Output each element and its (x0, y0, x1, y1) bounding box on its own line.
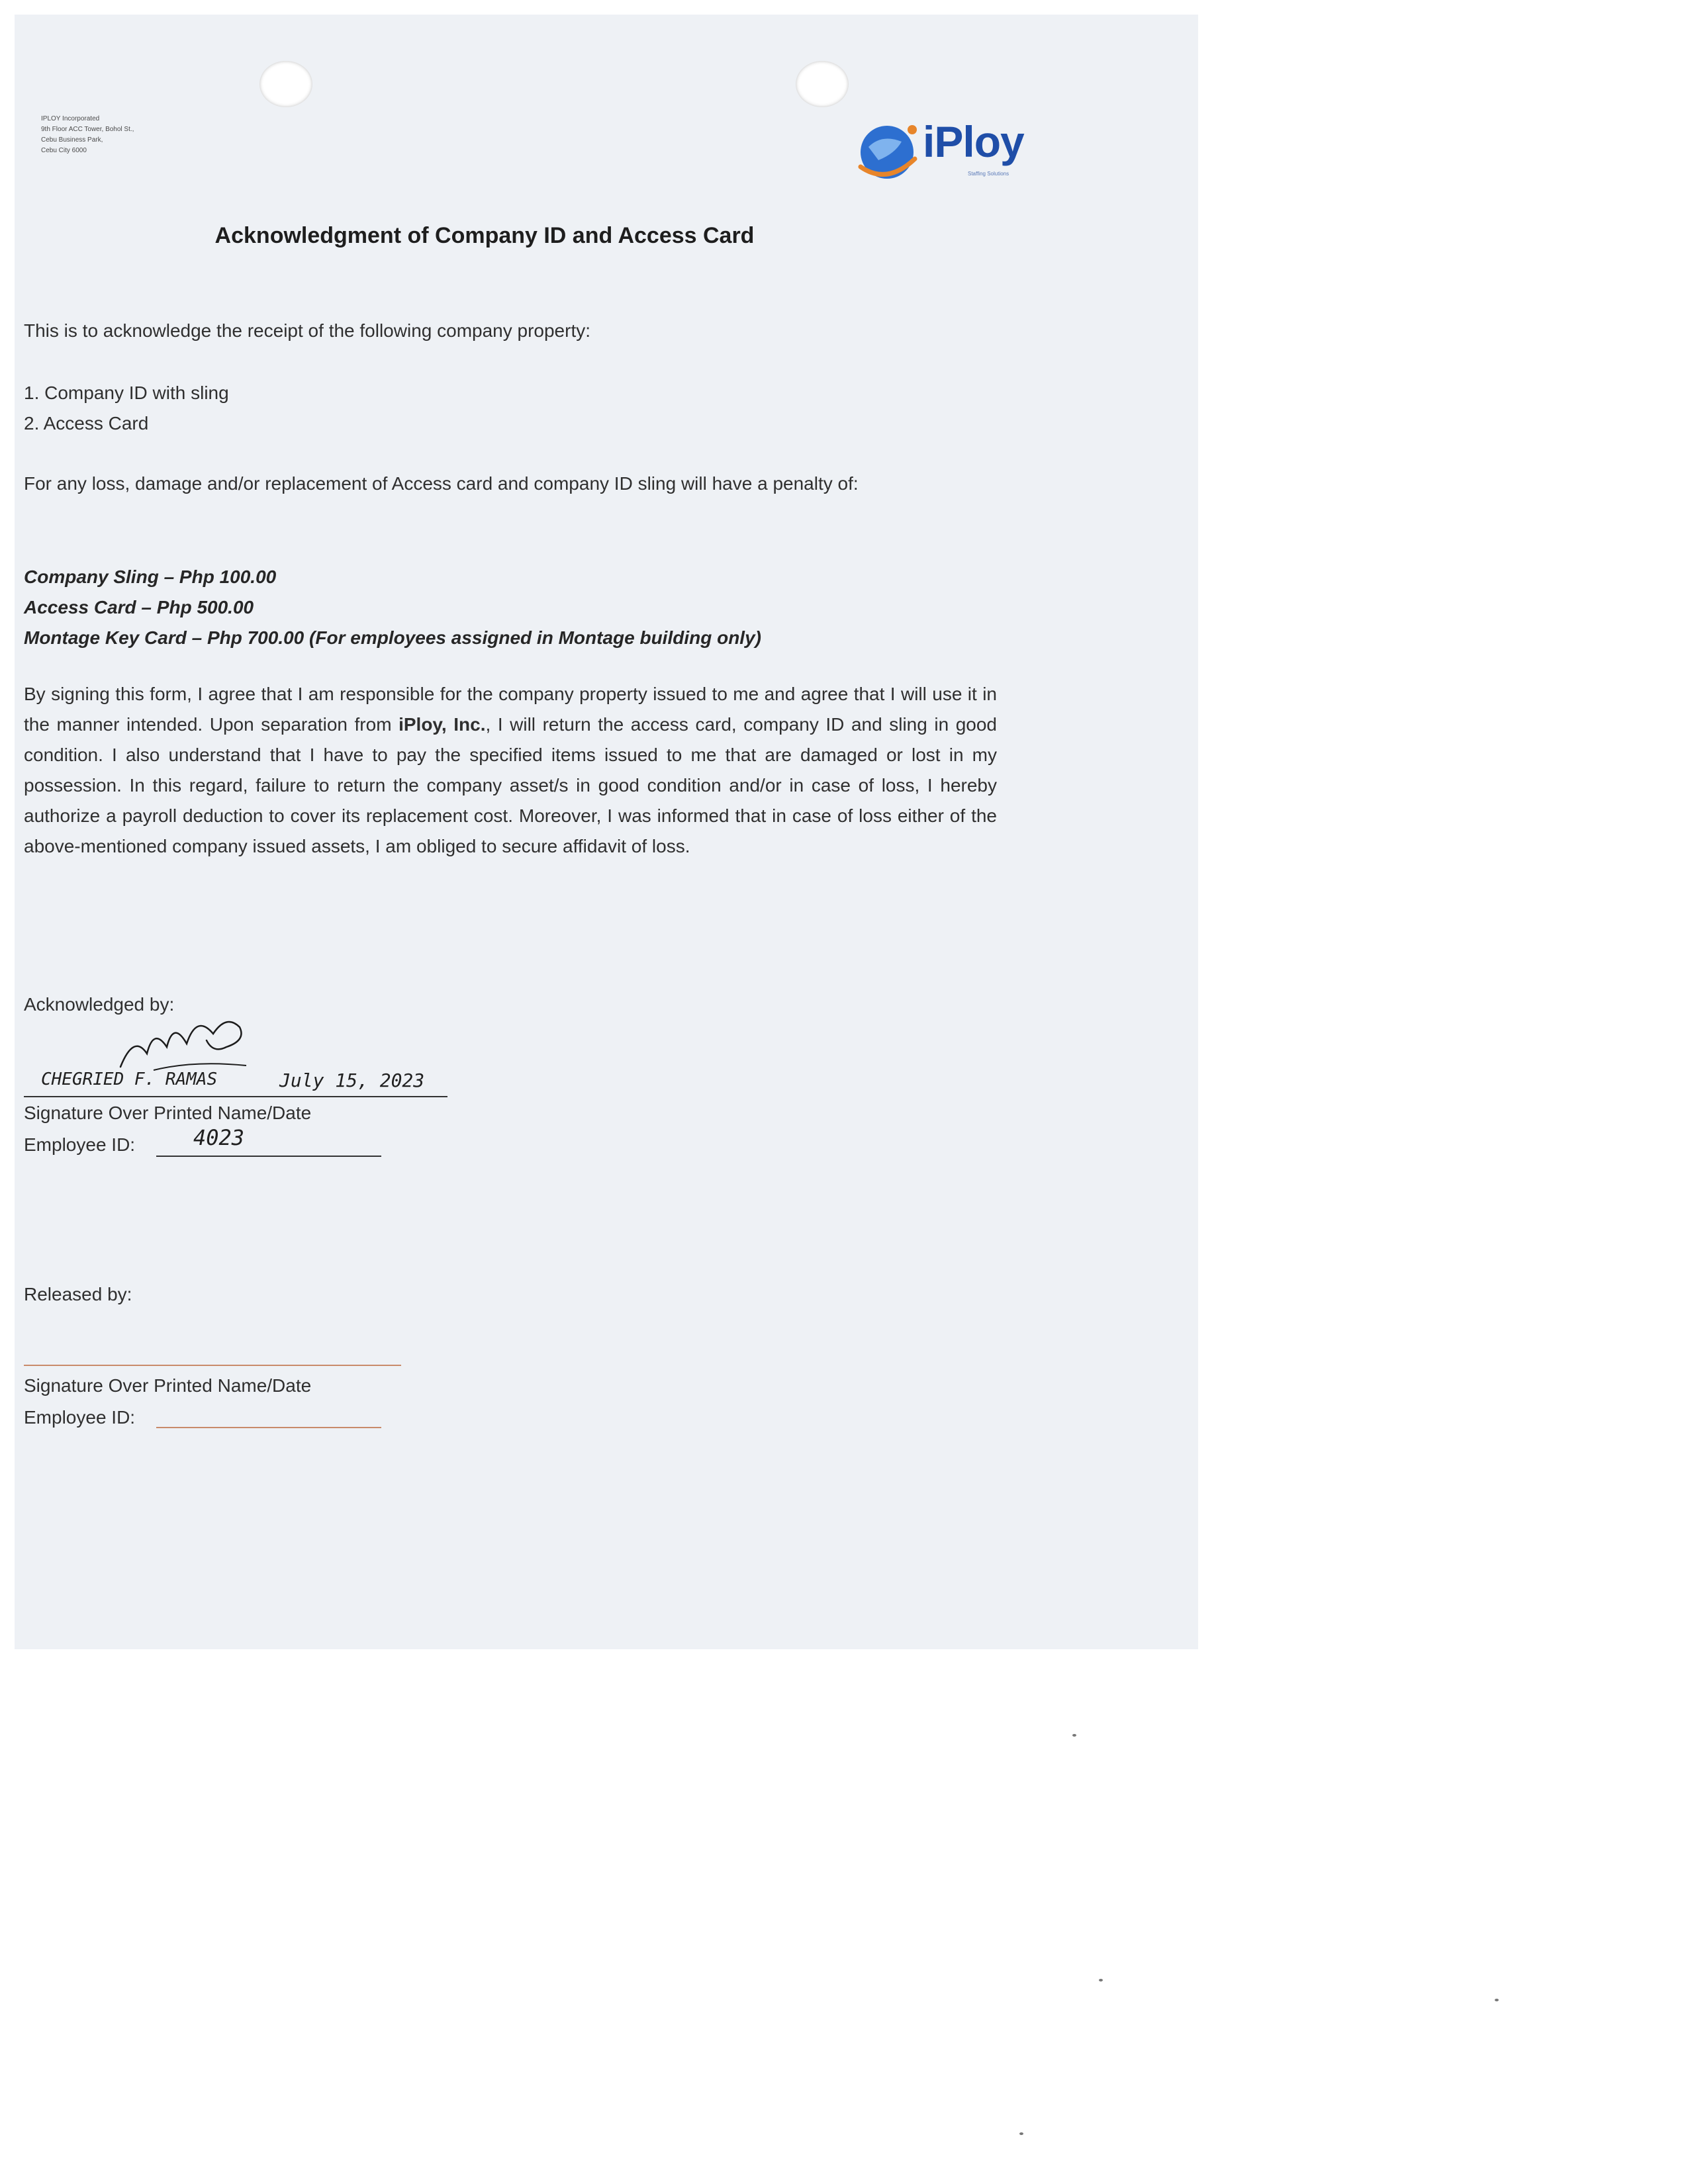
company-address (41, 114, 213, 156)
signature-caption: Signature Over Printed Name/Date (24, 1103, 312, 1123)
company-logo (849, 107, 1074, 193)
penalty-intro: For any loss, damage and/or replacement of Access card and company ID sling will have a penalty of: (24, 473, 859, 494)
signature-line (24, 1096, 447, 1097)
employee-id-line (156, 1427, 381, 1428)
employee-id-line (156, 1156, 381, 1157)
logo-tagline: Staffing Solutions (968, 171, 1009, 177)
penalty-item: Access Card – Php 500.00 (24, 597, 254, 617)
agreement-text: By signing this form, I agree that I am responsible for the company property issued to me and agree that I will use it in the manner intended. Upon separation from (24, 684, 997, 735)
address-line: 9th Floor ACC Tower, Bohol St., (41, 126, 134, 133)
list-item: 2. Access Card (24, 413, 149, 433)
punch-hole-right (796, 61, 849, 107)
scanned-page (15, 15, 1198, 1649)
employee-id-label: Employee ID: (24, 1407, 136, 1428)
scan-speck (1099, 1979, 1103, 1981)
address-line: Cebu Business Park, (41, 136, 103, 144)
list-item: 1. Company ID with sling (24, 383, 229, 403)
address-line: IPLOY Incorporated (41, 115, 100, 122)
scan-speck (1019, 2132, 1023, 2135)
agreement-text: , I will return the access card, company ID and sling in good condition. I also understand that I have to pay the specified items issued to me that are damaged or lost in my possession. In this regard, failure to return the company asset/s in good condition and/or in case of loss, I hereby authorize a payroll deduction to cover its replacement cost. Moreover, I was informed that in case of loss either of the above-mentioned company issued assets, I am obliged to secure affidavit of loss. (24, 714, 997, 856)
logo-wordmark: iPloy (923, 117, 1024, 166)
intro-text: This is to acknowledge the receipt of the following company property: (24, 320, 591, 341)
handwritten-employee-id: 4023 (193, 1125, 245, 1150)
page-title: Acknowledgment of Company ID and Access Card (214, 223, 755, 248)
scan-speck (1495, 1999, 1499, 2001)
punch-hole-left (259, 61, 312, 107)
penalty-item: Montage Key Card – Php 700.00 (For employees assigned in Montage building only) (24, 627, 761, 648)
company-name: iPloy, Inc. (399, 714, 486, 735)
penalty-item: Company Sling – Php 100.00 (24, 567, 277, 587)
agreement-paragraph (24, 679, 997, 862)
handwritten-date: July 15, 2023 (279, 1069, 425, 1091)
employee-id-label: Employee ID: (24, 1134, 136, 1155)
released-label: Released by: (24, 1284, 132, 1304)
globe-icon (849, 114, 928, 193)
acknowledged-label: Acknowledged by: (24, 994, 175, 1015)
address-line: Cebu City 6000 (41, 147, 87, 154)
handwritten-name: CHEGRIED F. RAMAS (41, 1069, 218, 1089)
scan-speck (1072, 1734, 1076, 1737)
signature-line (24, 1365, 401, 1366)
signature-caption: Signature Over Printed Name/Date (24, 1375, 312, 1396)
